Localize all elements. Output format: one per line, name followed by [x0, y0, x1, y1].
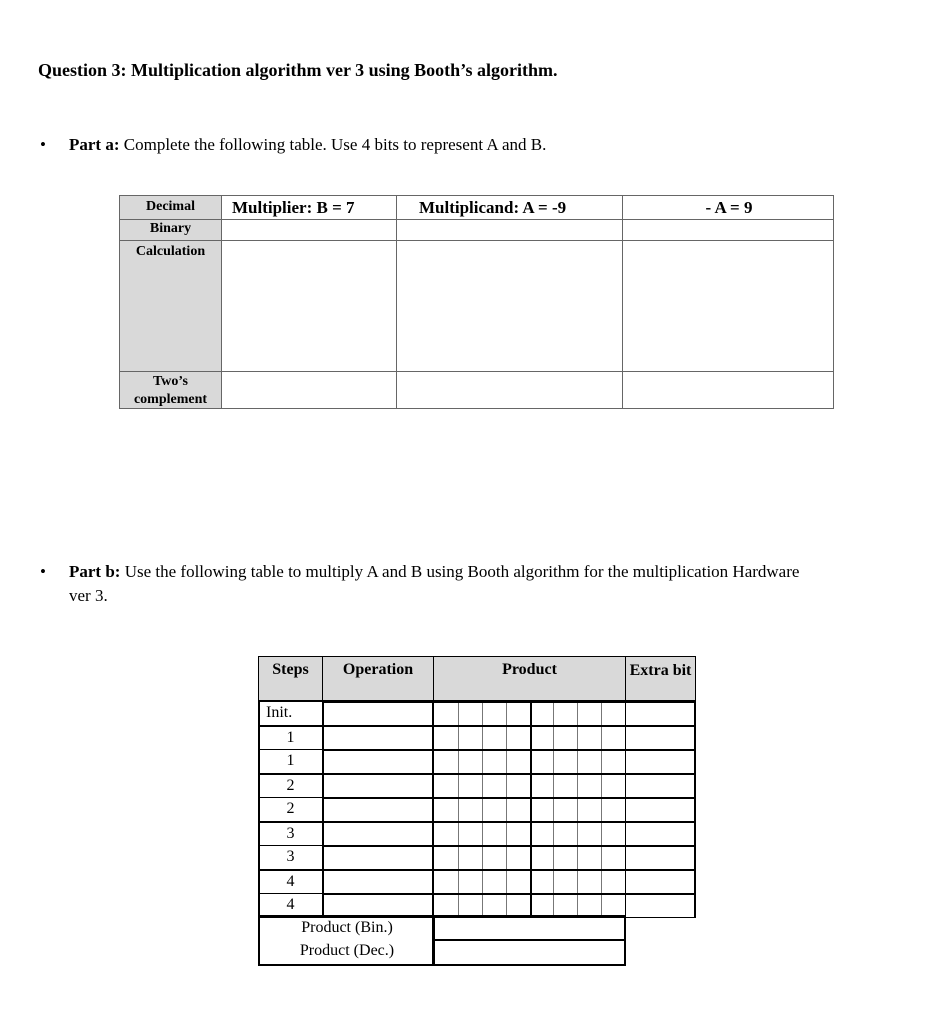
multiplicand-header: Multiplicand: A = -9 [419, 198, 567, 217]
bit-divider [553, 871, 554, 893]
bit-divider [482, 847, 483, 869]
bit-divider [530, 703, 532, 725]
bit-divider [506, 871, 507, 893]
operation-cell[interactable] [322, 797, 434, 822]
product-cell[interactable] [433, 701, 626, 726]
bit-divider [553, 751, 554, 773]
bit-divider [577, 727, 578, 749]
bit-divider [530, 727, 532, 749]
bit-divider [601, 799, 602, 821]
bit-divider [601, 823, 602, 845]
row-divider [119, 219, 222, 220]
bit-divider [482, 775, 483, 797]
product-dec-label: Product (Dec.) [299, 942, 395, 959]
bit-divider [601, 703, 602, 725]
product-bin-cell[interactable] [433, 915, 626, 941]
step-label: Init. [266, 704, 293, 721]
bit-divider [577, 799, 578, 821]
step-cell [258, 845, 323, 870]
bit-divider [530, 895, 532, 917]
bit-divider [601, 751, 602, 773]
product-cell[interactable] [433, 797, 626, 822]
bit-divider [458, 871, 459, 893]
product-cell[interactable] [433, 749, 626, 774]
bit-divider [506, 775, 507, 797]
bit-divider [482, 703, 483, 725]
bit-divider [577, 895, 578, 917]
bit-divider [553, 703, 554, 725]
step-label: 4 [286, 873, 295, 890]
part-a-label: Part a: [69, 135, 120, 154]
bit-divider [577, 847, 578, 869]
booth-table [258, 656, 696, 966]
extra-bit-cell[interactable] [625, 845, 696, 870]
multiplier-binary-cell[interactable] [221, 219, 397, 241]
step-cell [258, 869, 323, 894]
multiplicand-twos-cell[interactable] [396, 371, 623, 409]
step-label: 3 [286, 825, 295, 842]
steps-header-cell [258, 656, 323, 701]
step-label: 2 [286, 777, 295, 794]
bit-divider [577, 751, 578, 773]
bit-divider [577, 823, 578, 845]
neg-a-twos-cell[interactable] [622, 371, 834, 409]
step-label: 1 [286, 752, 295, 769]
product-cell[interactable] [433, 725, 626, 750]
bit-divider [601, 775, 602, 797]
bit-divider [458, 727, 459, 749]
bit-divider [601, 895, 602, 917]
bit-divider [601, 847, 602, 869]
operation-header-cell [322, 656, 434, 701]
row-divider [119, 371, 222, 372]
multiplier-header-cell [221, 195, 397, 220]
bullet-dot: • [40, 135, 46, 154]
product-header-cell [433, 656, 626, 701]
product-cell[interactable] [433, 821, 626, 846]
part-b-instruction: Use the following table to multiply A and B using Booth algorithm for the multiplication Hardware [120, 562, 800, 581]
conversion-table [119, 195, 834, 409]
step-label: 3 [286, 848, 295, 865]
product-header: Product [502, 661, 557, 678]
bit-divider [577, 871, 578, 893]
step-cell [258, 773, 323, 798]
multiplier-header: Multiplier: B = 7 [232, 198, 355, 217]
bit-divider [553, 847, 554, 869]
extra-bit-cell[interactable] [625, 749, 696, 774]
bit-divider [458, 775, 459, 797]
step-label: 2 [286, 800, 295, 817]
operation-cell[interactable] [322, 773, 434, 798]
neg-a-binary-cell[interactable] [622, 219, 834, 241]
extra-bit-cell[interactable] [625, 821, 696, 846]
multiplicand-calculation-cell[interactable] [396, 240, 623, 372]
bit-divider [530, 775, 532, 797]
bit-divider [553, 775, 554, 797]
operation-cell[interactable] [322, 869, 434, 894]
row-label-decimal: Decimal [146, 199, 195, 214]
bit-divider [530, 799, 532, 821]
operation-cell[interactable] [322, 821, 434, 846]
bit-divider [530, 847, 532, 869]
step-cell [258, 701, 323, 726]
part-a-instruction: Complete the following table. Use 4 bits to represent A and B. [119, 135, 547, 154]
product-cell[interactable] [433, 773, 626, 798]
operation-cell[interactable] [322, 701, 434, 726]
part-b-label: Part b: [69, 562, 121, 581]
extra-bit-header-cell [625, 656, 696, 701]
operation-cell[interactable] [322, 725, 434, 750]
step-label: 4 [286, 896, 295, 913]
bit-divider [530, 823, 532, 845]
neg-a-calculation-cell[interactable] [622, 240, 834, 372]
part-a-text [69, 135, 546, 155]
bit-divider [506, 751, 507, 773]
bit-divider [530, 751, 532, 773]
footer-label-cell [258, 915, 434, 966]
bit-divider [482, 871, 483, 893]
bit-divider [458, 895, 459, 917]
operation-header: Operation [342, 661, 414, 678]
bit-divider [553, 823, 554, 845]
bit-divider [482, 823, 483, 845]
multiplicand-binary-cell[interactable] [396, 219, 623, 241]
step-cell [258, 821, 323, 846]
row-label-binary: Binary [149, 221, 192, 236]
part-b-text [69, 562, 917, 582]
row-label-calculation: Calculation [135, 244, 206, 259]
row-divider [119, 240, 222, 241]
bit-divider [482, 751, 483, 773]
extra-bit-cell[interactable] [625, 701, 696, 726]
bit-divider [458, 823, 459, 845]
operation-cell[interactable] [322, 845, 434, 870]
step-cell [258, 725, 323, 750]
bit-divider [506, 799, 507, 821]
bit-divider [482, 799, 483, 821]
bullet-dot: • [40, 562, 46, 581]
question-title: Question 3: Multiplication algorithm ver 3 using Booth’s algorithm. [38, 60, 558, 80]
part-b-text-continued: ver 3. [69, 586, 108, 605]
bit-divider [506, 727, 507, 749]
bit-divider [601, 871, 602, 893]
bit-divider [458, 799, 459, 821]
bit-divider [553, 799, 554, 821]
bit-divider [482, 727, 483, 749]
bit-divider [553, 727, 554, 749]
bit-divider [601, 727, 602, 749]
multiplier-calculation-cell[interactable] [221, 240, 397, 372]
extra-bit-header: Extra bit [629, 662, 692, 679]
operation-cell[interactable] [322, 749, 434, 774]
neg-a-header-cell [622, 195, 834, 220]
neg-a-header: - A = 9 [705, 198, 753, 217]
product-dec-cell[interactable] [433, 939, 626, 966]
extra-bit-cell[interactable] [625, 797, 696, 822]
bit-divider [506, 895, 507, 917]
bit-divider [482, 895, 483, 917]
bit-divider [458, 847, 459, 869]
steps-header: Steps [272, 661, 309, 678]
step-cell [258, 749, 323, 774]
extra-bit-cell[interactable] [625, 869, 696, 894]
step-label: 1 [286, 729, 295, 746]
product-bin-label: Product (Bin.) [301, 919, 393, 936]
row-label-twos-complement: Two’s complement [133, 374, 208, 407]
bit-divider [553, 895, 554, 917]
multiplicand-header-cell [396, 195, 623, 220]
bit-divider [458, 703, 459, 725]
bit-divider [577, 703, 578, 725]
extra-bit-cell[interactable] [625, 773, 696, 798]
bit-divider [506, 703, 507, 725]
step-cell [258, 797, 323, 822]
bit-divider [577, 775, 578, 797]
bit-divider [530, 871, 532, 893]
bit-divider [506, 847, 507, 869]
product-cell[interactable] [433, 869, 626, 894]
multiplier-twos-cell[interactable] [221, 371, 397, 409]
extra-bit-cell[interactable] [625, 725, 696, 750]
extra-bit-cell[interactable] [625, 893, 696, 918]
bit-divider [458, 751, 459, 773]
bit-divider [506, 823, 507, 845]
product-cell[interactable] [433, 845, 626, 870]
